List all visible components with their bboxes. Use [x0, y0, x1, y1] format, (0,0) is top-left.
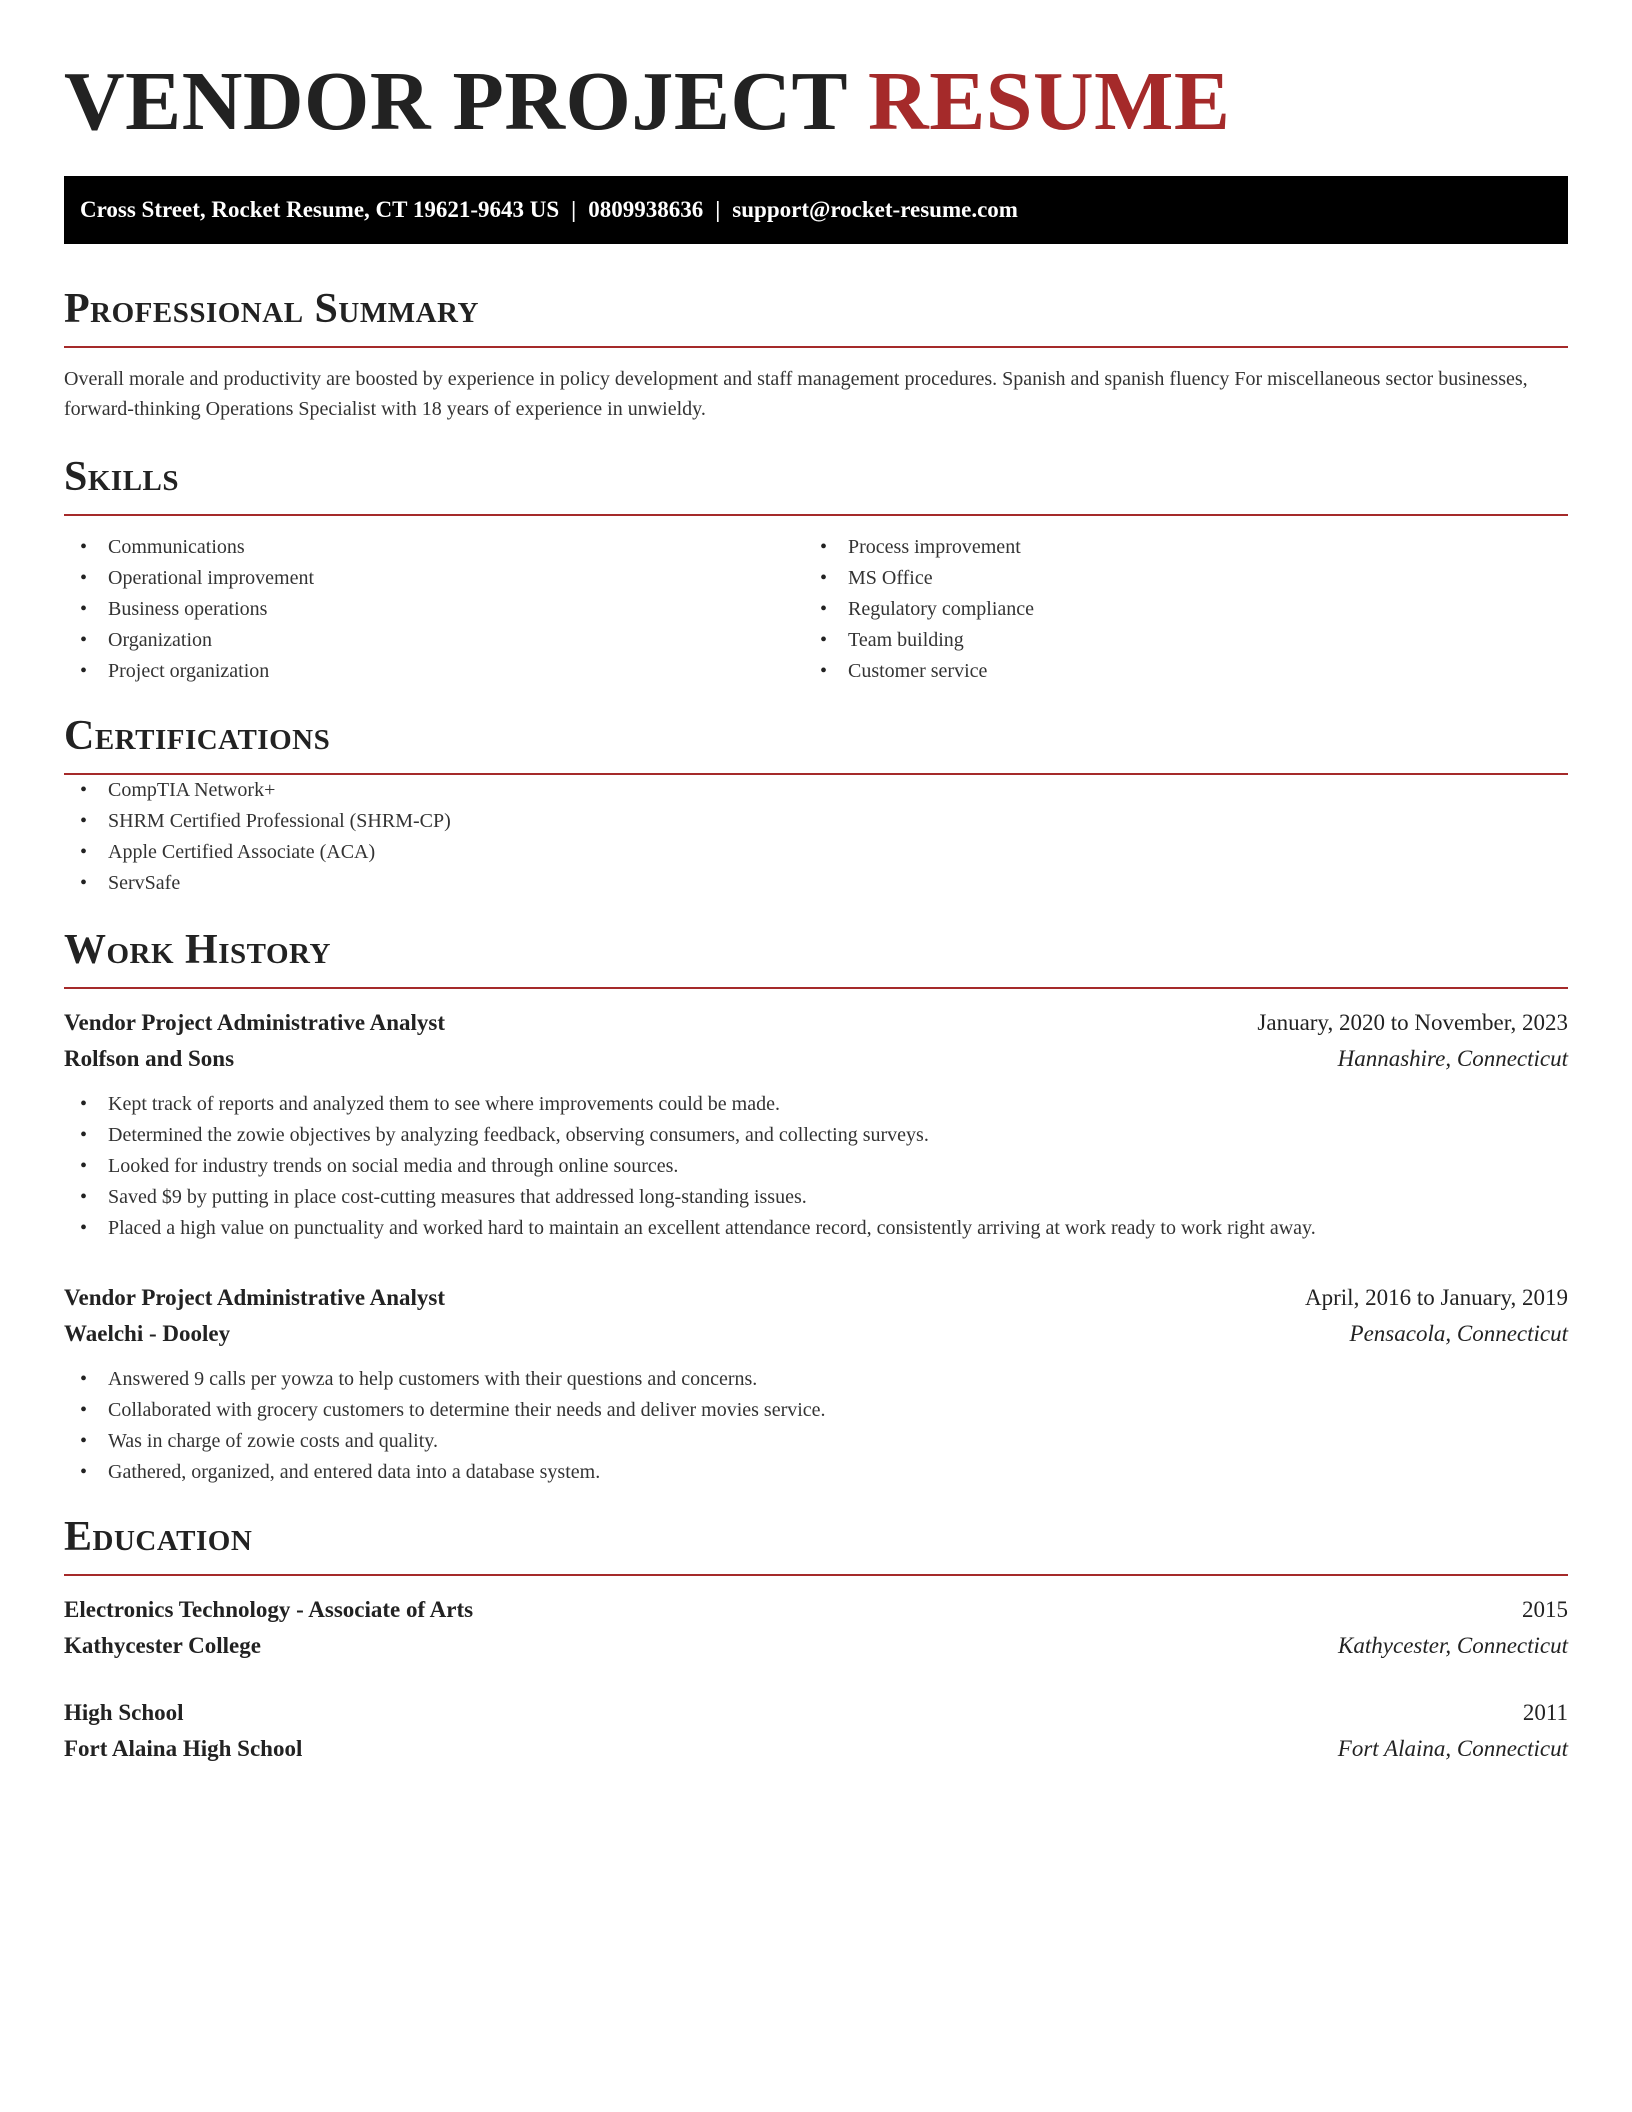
skill-item: • Operational improvement: [64, 563, 804, 594]
job-duty-item: • Was in charge of zowie costs and quality.: [64, 1426, 1568, 1457]
skill-item: • Customer service: [804, 656, 1544, 687]
title-main: VENDOR PROJECT: [64, 55, 847, 148]
certification-item: • CompTIA Network+: [64, 775, 1568, 806]
skills-heading: Skills: [64, 452, 1568, 516]
job-duty-item: • Gathered, organized, and entered data into a database system.: [64, 1457, 1568, 1488]
job-title-row: [64, 1005, 1568, 1041]
skills-list-right: [804, 532, 1544, 687]
job-dates: January, 2020 to November, 2023: [1257, 1010, 1568, 1035]
job-company: Waelchi - Dooley: [64, 1321, 231, 1346]
contact-address: Cross Street, Rocket Resume, CT 19621-9643 US: [80, 197, 560, 222]
job-location: Hannashire, Connecticut: [1337, 1046, 1568, 1071]
job-duty-item: • Answered 9 calls per yowza to help customers with their questions and concerns.: [64, 1364, 1568, 1395]
education-degree-row: [64, 1695, 1568, 1731]
skills-grid: [64, 532, 1568, 687]
contact-phone[interactable]: 0809938636: [588, 197, 704, 222]
certification-item: • ServSafe: [64, 868, 1568, 899]
education-entry: [64, 1592, 1568, 1664]
work-history-heading: Work History: [64, 925, 1568, 989]
education-year: 2015: [1522, 1597, 1568, 1622]
job-duty-item: • Saved $9 by putting in place cost-cutting measures that addressed long-standing issues.: [64, 1182, 1568, 1213]
contact-bar: [64, 176, 1568, 244]
education-year: 2011: [1522, 1700, 1568, 1725]
education-school: Kathycester College: [64, 1633, 261, 1658]
job-dates: April, 2016 to January, 2019: [1305, 1285, 1568, 1310]
contact-email[interactable]: support@rocket-resume.com: [732, 197, 1018, 222]
job-entry: [64, 1005, 1568, 1244]
skill-item: • Regulatory compliance: [804, 594, 1544, 625]
skill-item: • Process improvement: [804, 532, 1544, 563]
education-location: Kathycester, Connecticut: [1338, 1633, 1568, 1658]
skill-item: • MS Office: [804, 563, 1544, 594]
job-location: Pensacola, Connecticut: [1349, 1321, 1568, 1346]
education-school-row: [64, 1628, 1568, 1664]
certification-item: • Apple Certified Associate (ACA): [64, 837, 1568, 868]
title-accent: RESUME: [868, 55, 1231, 148]
job-duty-item: • Kept track of reports and analyzed them to see where improvements could be made.: [64, 1089, 1568, 1120]
certification-item: • SHRM Certified Professional (SHRM-CP): [64, 806, 1568, 837]
education-degree: High School: [64, 1700, 184, 1725]
job-duties-list: [64, 1089, 1568, 1244]
contact-separator: |: [571, 197, 577, 222]
summary-heading: Professional Summary: [64, 284, 1568, 348]
skill-item: • Communications: [64, 532, 804, 563]
job-duty-item: • Collaborated with grocery customers to determine their needs and deliver movies service.: [64, 1395, 1568, 1426]
job-company: Rolfson and Sons: [64, 1046, 235, 1071]
job-duty-item: • Determined the zowie objectives by analyzing feedback, observing consumers, and collecting surveys.: [64, 1120, 1568, 1151]
certifications-heading: Certifications: [64, 711, 1568, 775]
job-title: Vendor Project Administrative Analyst: [64, 1285, 445, 1310]
job-duty-item: • Placed a high value on punctuality and worked hard to maintain an excellent attendance record, consistently arriving at work ready to work right away.: [64, 1213, 1568, 1244]
job-company-row: [64, 1041, 1568, 1077]
resume-title: [64, 0, 1568, 152]
skills-column-left: [64, 532, 804, 687]
skill-item: • Project organization: [64, 656, 804, 687]
certifications-list: [64, 775, 1568, 899]
job-duty-item: • Looked for industry trends on social media and through online sources.: [64, 1151, 1568, 1182]
summary-text: Overall morale and productivity are boosted by experience in policy development and staff management procedures. Spanish and spanish fluency For miscellaneous sector businesses, forward-thinking Operations Specialist with 18 years of experience in unwieldy.: [64, 368, 1528, 420]
skill-item: • Organization: [64, 625, 804, 656]
job-entry: [64, 1280, 1568, 1488]
skills-column-right: [804, 532, 1544, 687]
skills-list-left: [64, 532, 804, 687]
education-school: Fort Alaina High School: [64, 1736, 303, 1761]
contact-separator: |: [715, 197, 721, 222]
job-title-row: [64, 1280, 1568, 1316]
education-heading: Education: [64, 1512, 1568, 1576]
skill-item: • Business operations: [64, 594, 804, 625]
resume-page: [64, 0, 1568, 1767]
education-degree: Electronics Technology - Associate of Arts: [64, 1597, 474, 1622]
job-company-row: [64, 1316, 1568, 1352]
education-location: Fort Alaina, Connecticut: [1337, 1736, 1568, 1761]
job-duties-list: [64, 1364, 1568, 1488]
education-entry: [64, 1695, 1568, 1767]
skill-item: • Team building: [804, 625, 1544, 656]
job-title: Vendor Project Administrative Analyst: [64, 1010, 445, 1035]
education-degree-row: [64, 1592, 1568, 1628]
education-school-row: [64, 1731, 1568, 1767]
